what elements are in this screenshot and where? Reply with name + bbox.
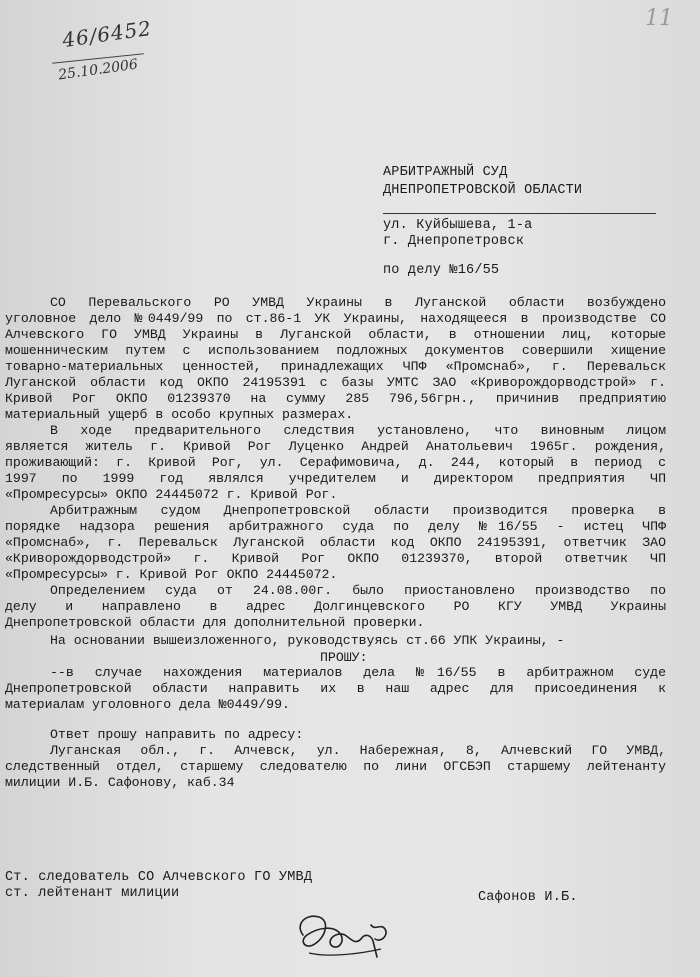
text-line: «Промснаб», г. Перевальск Луганской области код ОКПО 24195391, ответчик ЗАО [5, 535, 666, 550]
signer-position-line1: Ст. следователь СО Алчевского ГО УМВД [5, 870, 313, 885]
paragraph-4 [5, 583, 666, 631]
case-reference: по делу №16/55 [383, 263, 500, 278]
paragraph-5: На основании вышеизложенного, руководствуясь ст.66 УПК Украины, - [50, 633, 565, 648]
request-heading: ПРОШУ: [320, 650, 368, 665]
paragraph-6 [5, 665, 666, 713]
text-line: «Промресурсы» ОКПО 24445072 г. Кривой Рог. [5, 487, 338, 502]
reply-heading: Ответ прошу направить по адресу: [50, 727, 304, 742]
addressee-street: ул. Куйбышева, 1-а [383, 218, 533, 233]
text-line: материальный ущерб в особо крупных размерах. [5, 407, 354, 422]
signer-position-line2: ст. лейтенант милиции [5, 886, 180, 901]
handwritten-reg-number: 46/6452 [60, 15, 154, 53]
handwritten-reg-date: 25.10.2006 [57, 56, 139, 84]
paragraph-3 [5, 503, 666, 583]
text-line: милиции И.Б. Сафонову, каб.34 [5, 775, 235, 790]
text-line: следственный отдел, старшему следователю по лини ОГСБЭП старшему лейтенанту [5, 759, 666, 774]
text-line: Определением суда от 24.08.00г. было приостановлено производство по [50, 583, 666, 598]
reply-address [5, 743, 666, 791]
text-line: порядке надзора решения арбитражного суда по делу №16/55 - истец ЧПФ [5, 519, 666, 534]
addressee-city: г. Днепропетровск [383, 234, 525, 249]
text-line: уголовное дело №0449/99 по ст.86-1 УК Украины, находящееся в производстве СО [5, 311, 666, 326]
text-line: СО Перевальского РО УМВД Украины в Луганской области возбуждено [50, 295, 666, 310]
text-line: В ходе предварительного следствия установлено, что виновным лицом [50, 423, 666, 438]
text-line: является житель г. Кривой Рог Луценко Андрей Анатольевич 1965г. рождения, [5, 439, 666, 454]
text-line: материалам уголовного дела №0449/99. [5, 697, 290, 712]
text-line: 1997 по 1999 год являлся учредителем и директором предприятия ЧП [5, 471, 666, 486]
text-line: Луганская обл., г. Алчевск, ул. Набережная, 8, Алчевский ГО УМВД, [50, 743, 666, 758]
addressee-rule [383, 213, 656, 214]
text-line: проживающий: г. Кривой Рог, ул. Серафимовича, д. 244, который в период с [5, 455, 666, 470]
paragraph-2 [5, 423, 666, 503]
text-line: --в случае нахождения материалов дела №16/55 в арбитражном суде [50, 665, 666, 680]
text-line: Кривой Рог ОКПО 01239370 на сумму 285 796,56грн., причинив предприятию [5, 391, 666, 406]
handwritten-signature [285, 895, 405, 975]
text-line: Днепропетровской области для дополнительной проверки. [5, 615, 425, 630]
text-line: Арбитражным судом Днепропетровской области производится проверка в [50, 503, 666, 518]
text-line: «Промресурсы» г. Кривой Рог ОКПО 24445072. [5, 567, 338, 582]
handwritten-page-number: 11 [645, 6, 673, 31]
text-line: «Криворождорводстрой» г. Кривой Рог ОКПО 01239370, второй ответчик ЧП [5, 551, 666, 566]
text-line: Днепропетровской области направить их в наш адрес для присоединения к [5, 681, 666, 696]
signer-name: Сафонов И.Б. [478, 890, 578, 905]
paragraph-1 [5, 295, 666, 423]
text-line: Луганской области код ОКПО 24195391 с базы УМТС ЗАО «Криворождорводстрой» г. [5, 375, 666, 390]
addressee-line1: АРБИТРАЖНЫЙ СУД [383, 165, 508, 180]
text-line: делу и направлено в адрес Долгинцевского РО КГУ УМВД Украины [5, 599, 666, 614]
text-line: товарно-материальных ценностей, принадлежащих ЧПФ «Промснаб», г. Перевальск [5, 359, 666, 374]
text-line: Алчевского ГО УМВД Украины в Луганской области, в отношении лиц, которые [5, 327, 666, 342]
text-line: мошенническим путем с использованием подложных документов совершили хищение [5, 343, 666, 358]
addressee-line2: ДНЕПРОПЕТРОВСКОЙ ОБЛАСТИ [383, 183, 583, 198]
